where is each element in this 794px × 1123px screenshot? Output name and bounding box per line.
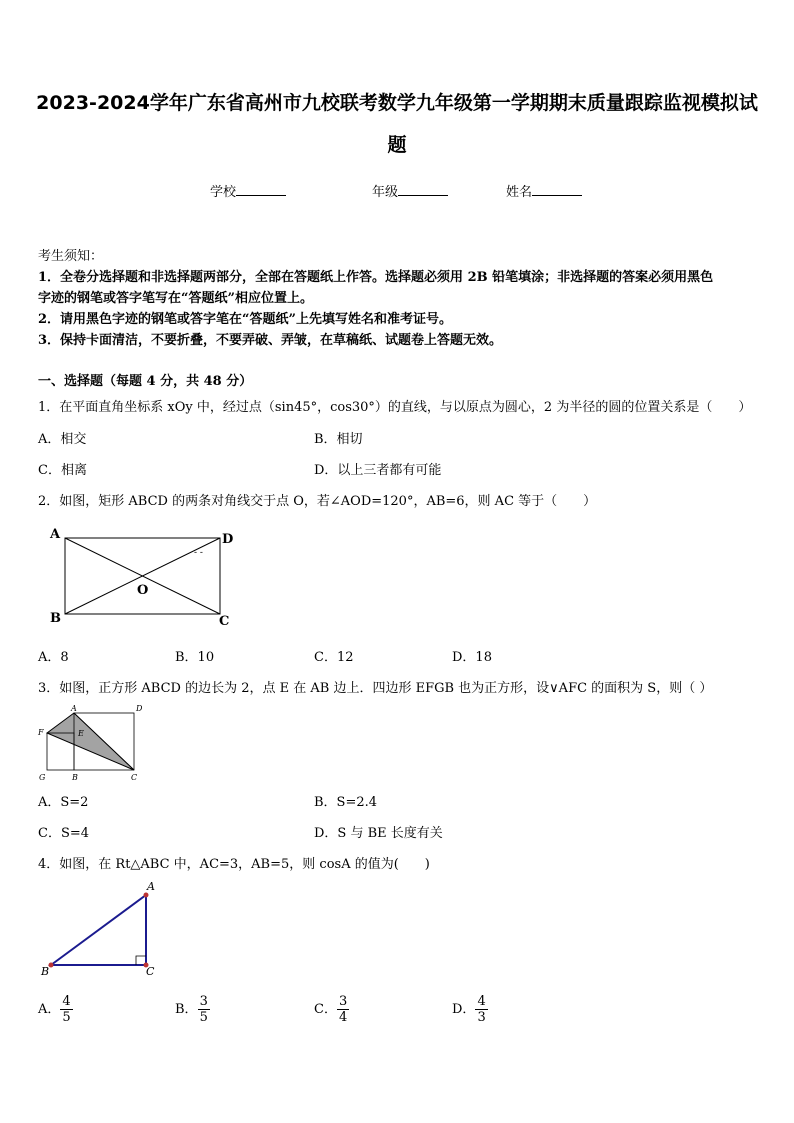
notice-heading: 考生须知： xyxy=(38,249,104,264)
school-field xyxy=(210,181,286,200)
label-c: C xyxy=(146,965,155,978)
fraction xyxy=(337,994,349,1025)
option-letter: B． xyxy=(175,1002,198,1017)
label-a: A xyxy=(71,704,77,713)
fraction xyxy=(475,994,487,1025)
name-blank xyxy=(532,182,582,196)
label-a: A xyxy=(147,880,155,893)
q4-option-d[interactable] xyxy=(452,994,488,1025)
triangle-afc xyxy=(47,713,134,770)
denominator: 5 xyxy=(199,1010,208,1025)
q3-option-a[interactable]: A．S=2 xyxy=(38,795,89,810)
label-o: O xyxy=(137,583,149,598)
school-blank xyxy=(236,182,286,196)
point-b xyxy=(49,963,54,968)
page-title: 2023-2024学年广东省高州市九校联考数学九年级第一学期期末质量跟踪监视模拟试 xyxy=(36,92,758,114)
grade-field xyxy=(372,181,448,200)
q3-square-figure xyxy=(36,702,152,782)
numerator: 4 xyxy=(477,994,486,1009)
notice-item-3: 3．保持卡面清洁，不要折叠，不要弄破、弄皱，在草稿纸、试题卷上答题无效。 xyxy=(38,333,503,348)
q1-option-d[interactable]: D．以上三者都有可能 xyxy=(314,463,442,478)
notice-item-1-cont: 字迹的钢笔或答字笔写在“答题纸”相应位置上。 xyxy=(38,291,313,306)
q4-option-b[interactable] xyxy=(175,994,210,1025)
denominator: 4 xyxy=(338,1010,348,1025)
numerator: 3 xyxy=(338,994,348,1009)
section-heading: 一、选择题（每题 4 分，共 48 分） xyxy=(38,374,253,389)
q4-stem: 4．如图，在 Rt△ABC 中，AC=3，AB=5，则 cosA 的值为( ) xyxy=(38,857,430,872)
notice-item-2: 2．请用黑色字迹的钢笔或答字笔在“答题纸”上先填写姓名和准考证号。 xyxy=(38,312,453,327)
label-a: A xyxy=(50,527,61,542)
q3-stem: 3．如图，正方形 ABCD 的边长为 2，点 E 在 AB 边上．四边形 EFGB 也为正方形，设∨AFC 的面积为 S，则（ ） xyxy=(38,681,713,696)
option-letter: A． xyxy=(38,1002,61,1017)
q2-rectangle-figure xyxy=(38,522,248,630)
q4-option-c[interactable] xyxy=(314,994,349,1025)
label-g: G xyxy=(39,773,46,782)
name-label: 姓名 xyxy=(506,185,533,200)
q2-stem: 2．如图，矩形 ABCD 的两条对角线交于点 O，若∠AOD=120°，AB=6，则 AC 等于（ ） xyxy=(38,494,597,509)
grade-blank xyxy=(398,182,448,196)
school-label: 学校 xyxy=(210,185,237,200)
name-field xyxy=(506,181,582,200)
point-a xyxy=(144,893,149,898)
fraction xyxy=(60,994,72,1025)
label-c: C xyxy=(219,614,230,629)
denominator: 3 xyxy=(477,1010,486,1025)
label-b: B xyxy=(41,965,50,978)
q2-option-a[interactable]: A．8 xyxy=(38,650,69,665)
q2-option-c[interactable]: C．12 xyxy=(314,650,354,665)
label-d: D xyxy=(222,532,234,547)
label-e: E xyxy=(78,729,84,738)
q3-option-c[interactable]: C．S=4 xyxy=(38,826,90,841)
fraction xyxy=(198,994,210,1025)
q1-option-c[interactable]: C．相离 xyxy=(38,463,87,478)
q3-option-b[interactable]: B．S=2.4 xyxy=(314,795,378,810)
q2-option-b[interactable]: B．10 xyxy=(175,650,215,665)
q4-right-triangle-figure xyxy=(36,878,166,980)
numerator: 4 xyxy=(62,994,71,1009)
numerator: 3 xyxy=(199,994,208,1009)
q1-stem: 1．在平面直角坐标系 xOy 中，经过点（sin45°，cos30°）的直线，与以原点为圆心，2 为半径的圆的位置关系是（ ） xyxy=(38,400,752,415)
notice-item-1: 1．全卷分选择题和非选择题两部分，全部在答题纸上作答。选择题必须用 2B 铅笔填涂；非选择题的答案必须用黑色 xyxy=(38,270,714,285)
denominator: 5 xyxy=(62,1010,71,1025)
q1-option-a[interactable]: A．相交 xyxy=(38,432,87,447)
label-f: F xyxy=(38,728,44,737)
label-b: B xyxy=(50,611,61,626)
option-letter: C． xyxy=(314,1002,337,1017)
option-letter: D． xyxy=(452,1002,476,1017)
label-b: B xyxy=(72,773,78,782)
label-c: C xyxy=(131,773,138,782)
triangle-abc xyxy=(51,895,146,965)
label-d: D xyxy=(136,704,143,713)
q4-option-a[interactable] xyxy=(38,994,73,1025)
page-title-continued: 题 xyxy=(387,134,407,156)
q3-option-d[interactable]: D．S 与 BE 长度有关 xyxy=(314,826,443,841)
svg-text:- -: - - xyxy=(194,548,203,558)
q2-option-d[interactable]: D．18 xyxy=(452,650,492,665)
grade-label: 年级 xyxy=(372,185,399,200)
q1-option-b[interactable]: B．相切 xyxy=(314,432,363,447)
